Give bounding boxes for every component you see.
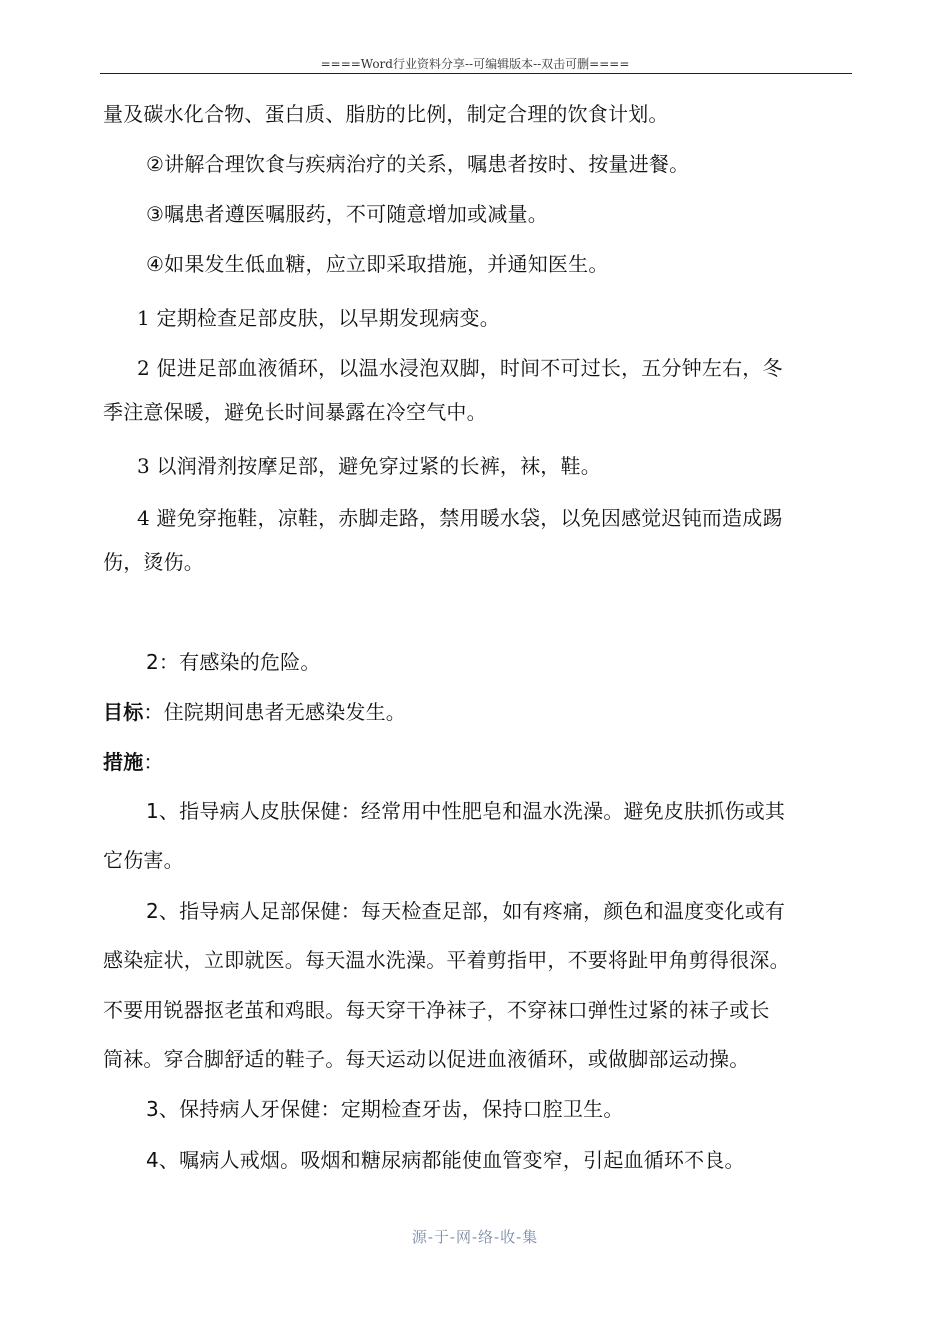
item-number: 3 xyxy=(137,454,150,478)
paragraph-medication: ③嘱患者遵医嘱服药，不可随意增加或减量。 xyxy=(146,202,548,226)
measure-4-line-1: 4、嘱病人戒烟。吸烟和糖尿病都能使血管变窄，引起血循环不良。 xyxy=(146,1148,745,1172)
measure-2-line-2: 感染症状，立即就医。每天温水洗澡。平着剪指甲，不要将趾甲角剪得很深。 xyxy=(103,948,790,972)
measure-3-line-1: 3、保持病人牙保健：定期检查牙齿，保持口腔卫生。 xyxy=(146,1097,624,1121)
measure-1-line-2: 它伤害。 xyxy=(103,848,184,872)
measures-heading xyxy=(103,748,164,776)
foot-care-item-4 xyxy=(137,504,783,532)
measures-label: 措施 xyxy=(103,750,144,774)
measures-colon: ： xyxy=(143,750,164,774)
section-2-title: 2：有感染的危险。 xyxy=(146,650,321,674)
page-header: ====Word行业资料分享--可编辑版本--双击可删==== xyxy=(320,57,630,71)
paragraph-diet-plan: 量及碳水化合物、蛋白质、脂肪的比例，制定合理的饮食计划。 xyxy=(103,102,669,126)
foot-care-item-3 xyxy=(137,452,601,480)
item-text: 避免穿拖鞋，凉鞋，赤脚走路，禁用暖水袋，以免因感觉迟钝而造成踢 xyxy=(156,506,783,530)
foot-care-item-2-continued: 季注意保暖，避免长时间暴露在冷空气中。 xyxy=(103,400,487,424)
goal-label: 目标 xyxy=(103,700,144,724)
paragraph-diet-explain: ②讲解合理饮食与疾病治疗的关系，嘱患者按时、按量进餐。 xyxy=(146,152,690,176)
foot-care-item-1 xyxy=(137,304,500,332)
item-text: 促进足部血液循环，以温水浸泡双脚，时间不可过长，五分钟左右，冬 xyxy=(156,356,783,380)
item-text: 定期检查足部皮肤，以早期发现病变。 xyxy=(156,306,500,330)
item-text: 以润滑剂按摩足部，避免穿过紧的长裤，袜，鞋。 xyxy=(156,454,601,478)
item-number: 2 xyxy=(137,356,150,380)
goal-line xyxy=(103,698,406,726)
foot-care-item-4-continued: 伤，烫伤。 xyxy=(103,550,204,574)
foot-care-item-2 xyxy=(137,354,783,382)
paragraph-hypoglycemia: ④如果发生低血糖，应立即采取措施，并通知医生。 xyxy=(146,252,609,276)
measure-1-line-1: 1、指导病人皮肤保健：经常用中性肥皂和温水洗澡。避免皮肤抓伤或其 xyxy=(146,799,786,823)
item-number: 4 xyxy=(137,506,150,530)
goal-text: ：住院期间患者无感染发生。 xyxy=(143,700,407,724)
page-footer: 源-于-网-络-收-集 xyxy=(411,1228,539,1246)
measure-2-line-4: 筒袜。穿合脚舒适的鞋子。每天运动以促进血液循环，或做脚部运动操。 xyxy=(103,1047,750,1071)
measure-2-line-1: 2、指导病人足部保健：每天检查足部，如有疼痛，颜色和温度变化或有 xyxy=(146,899,786,923)
measure-2-line-3: 不要用锐器抠老茧和鸡眼。每天穿干净袜子，不穿袜口弹性过紧的袜子或长 xyxy=(103,998,770,1022)
header-divider xyxy=(100,73,852,74)
item-number: 1 xyxy=(137,306,150,330)
